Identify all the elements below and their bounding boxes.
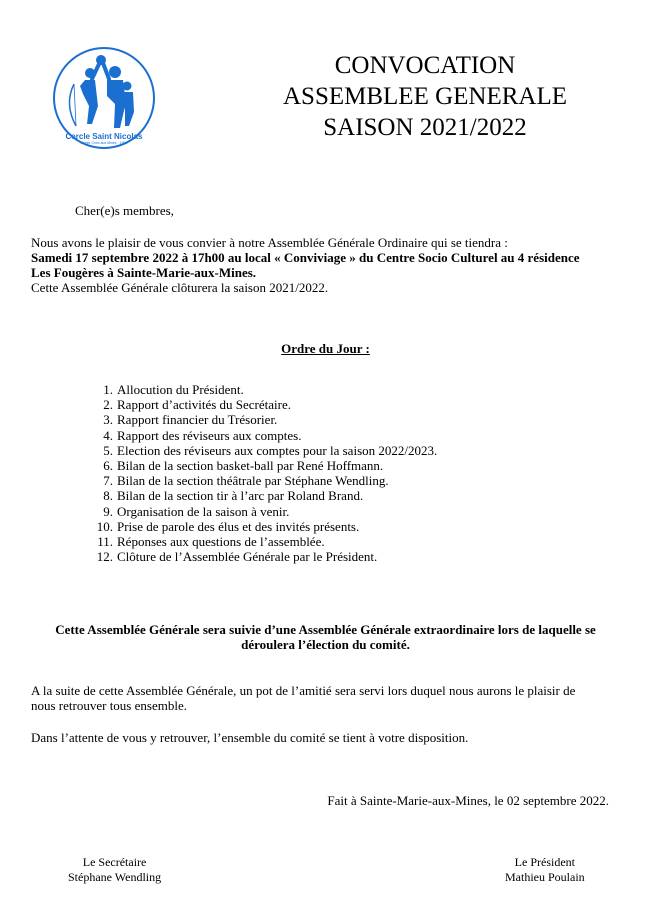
agenda-item [95,504,437,519]
agenda-item-text: Bilan de la section tir à l’arc par Roland Brand. [117,488,364,504]
agenda-item-text: Bilan de la section basket-ball par René Hoffmann. [117,458,384,474]
agenda-item-text: Rapport financier du Trésorier. [117,412,278,428]
club-name: Cercle Saint Nicolas [65,132,143,141]
agenda-item [95,443,437,458]
agenda-item [95,473,437,488]
agenda-item-number: 12. [96,549,113,565]
season-closing-line: Cette Assemblée Générale clôturera la saison 2021/2022. [31,280,329,295]
agenda-item-text: Clôture de l’Assemblée Générale par le Président. [117,549,378,565]
agenda-item-number: 5. [103,442,113,458]
extraordinary-assembly-line-1: Cette Assemblée Générale sera suivie d’une Assemblée Générale extraordinaire lors de laquelle se [55,622,596,637]
meeting-details-line-2: Les Fougères à Sainte-Marie-aux-Mines. [31,265,257,280]
agenda-item-number: 2. [103,397,113,413]
agenda-item-number: 11. [97,534,113,550]
aperitif-line-2: nous retrouver tous ensemble. [31,698,187,713]
aperitif-line-1: A la suite de cette Assemblée Générale, un pot de l’amitié sera servi lors duquel nous aurons le plaisir de [31,683,576,698]
agenda-item-text: Rapport des réviseurs aux comptes. [117,427,302,443]
meeting-details-line-1: Samedi 17 septembre 2022 à 17h00 au local « Conviviage » du Centre Socio Culturel au 4 résidence [31,250,580,265]
agenda-item [95,549,437,564]
agenda-item-text: Organisation de la saison à venir. [117,503,290,519]
club-logo [52,46,156,150]
agenda-item [95,458,437,473]
extraordinary-assembly-line-2: déroulera l’élection du comité. [241,637,410,652]
agenda-item [95,488,437,503]
title-line-1: CONVOCATION [334,52,516,79]
president-role: Le Président [514,855,575,869]
agenda-item [95,534,437,549]
agenda-item-number: 9. [103,503,113,519]
greeting: Cher(e)s membres, [75,203,174,218]
intro-line: Nous avons le plaisir de vous convier à notre Assemblée Générale Ordinaire qui se tiendra : [31,235,508,250]
agenda-item [95,382,437,397]
agenda-item [95,428,437,443]
agenda-item-number: 1. [103,382,113,397]
agenda-item-number: 10. [96,518,113,534]
agenda-item-number: 8. [103,488,113,504]
agenda-list [95,382,437,564]
agenda-item-text: Allocution du Président. [117,382,244,397]
agenda-item [95,412,437,427]
agenda-item-number: 7. [103,473,113,489]
closing-note: Dans l’attente de vous y retrouver, l’ensemble du comité se tient à votre disposition. [31,730,469,745]
club-tagline: Sainte Croix aux Mines · 1999 [80,141,128,145]
secretary-name: Stéphane Wendling [68,870,162,884]
agenda-heading: Ordre du Jour : [281,341,370,356]
agenda-item-number: 3. [103,412,113,428]
agenda-item-text: Election des réviseurs aux comptes pour la saison 2022/2023. [117,442,438,458]
place-and-date: Fait à Sainte-Marie-aux-Mines, le 02 septembre 2022. [327,793,609,808]
agenda-item-number: 4. [103,427,113,443]
agenda-item [95,397,437,412]
title-line-3: SAISON 2021/2022 [323,114,527,141]
agenda-item-text: Réponses aux questions de l’assemblée. [117,534,325,550]
agenda-item-number: 6. [103,458,113,474]
document-title [240,50,610,143]
agenda-item [95,519,437,534]
agenda-item-text: Rapport d’activités du Secrétaire. [117,397,291,413]
title-line-2: ASSEMBLEE GENERALE [282,83,568,110]
agenda-item-text: Prise de parole des élus et des invités présents. [117,518,360,534]
secretary-role: Le Secrétaire [82,855,147,869]
president-name: Mathieu Poulain [505,870,585,884]
secretary-signature [68,855,161,885]
president-signature [505,855,585,885]
agenda-item-text: Bilan de la section théâtrale par Stéphane Wendling. [117,473,389,489]
